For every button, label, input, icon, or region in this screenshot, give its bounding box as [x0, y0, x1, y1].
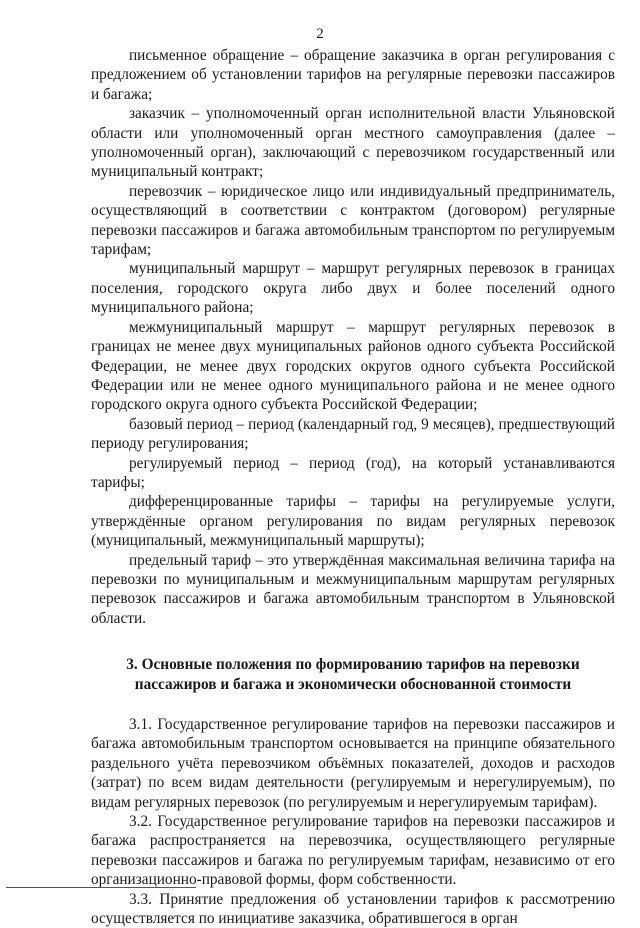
definition-intermunicipal-route: межмуниципальный маршрут – маршрут регулярных перевозок в границах не менее двух муниципальных районов одного субъекта Российской Федерации, не менее двух городских округов одного субъекта Российской Федерации или не менее одного муниципального района и не менее одного городского округа одного субъекта Российской Федерации; [91, 318, 615, 414]
section-heading [91, 655, 615, 694]
footer-divider [6, 887, 196, 888]
definition-municipal-route: муниципальный маршрут – маршрут регулярных перевозок в границах поселения, городского округа либо двух и более поселений одного муниципального района; [91, 260, 615, 317]
definition-written-appeal: письменное обращение – обращение заказчика в орган регулирования с предложением об установлении тарифов на регулярные перевозки пассажиров и багажа; [91, 47, 615, 103]
page-number: 2 [316, 26, 324, 42]
document-body [91, 46, 615, 928]
definition-differentiated-tariffs: дифференцированные тарифы – тарифы на регулируемые услуги, утверждённые органом регулирования по видам регулярных перевозок (муниципальный, межмуниципальный маршруты); [91, 493, 615, 550]
definition-carrier: перевозчик – юридическое лицо или индивидуальный предприниматель, осуществляющий в соответствии с контрактом (договором) регулярные перевозки пассажиров и багажа автомобильным транспортом по регулируемым тарифам; [91, 182, 615, 259]
definition-customer: заказчик – уполномоченный орган исполнительной власти Ульяновской области или уполномоченный орган местного самоуправления (далее – уполномоченный орган), заключающий с перевозчиком государственный или муниципальный контракт; [91, 105, 615, 181]
section-heading-line-1: 3. Основные положения по формированию тарифов на перевозки [126, 656, 580, 674]
section-paragraph-3-2: 3.2. Государственное регулирование тарифов на перевозки пассажиров и багажа распространяется на перевозчика, осуществляющего регулярные перевозки пассажиров и багажа по регулируемым тарифам, независимо от его организационно-правовой формы, форм собственности. [91, 813, 615, 889]
section-heading-line-2: пассажиров и багажа и экономически обоснованной стоимости [134, 675, 572, 693]
section-paragraph-3-1: 3.1. Государственное регулирование тарифов на перевозки пассажиров и багажа автомобильным транспортом основывается на принципе обязательного раздельного учёта перевозчиком объёмных показателей, доходов и расходов (затрат) по всем видам деятельности (регулируемым и нерегулируемым), по видам регулярных перевозок (по регулируемым и нерегулируемым тарифам). [91, 716, 615, 811]
section-paragraph-3-3: 3.3. Принятие предложения об установлении тарифов к рассмотрению осуществляется по инициативе заказчика, обратившегося в орган [91, 890, 615, 928]
definition-base-period: базовый период – период (календарный год, 9 месяцев), предшествующий периоду регулирования; [91, 415, 615, 453]
definition-maximum-tariff: предельный тариф – это утверждённая максимальная величина тарифа на перевозки по муниципальным и межмуниципальным маршрутам регулярных перевозок пассажиров и багажа автомобильным транспортом в Ульяновской области. [91, 551, 615, 627]
definition-regulated-period: регулируемый период – период (год), на который устанавливаются тарифы; [91, 454, 615, 491]
